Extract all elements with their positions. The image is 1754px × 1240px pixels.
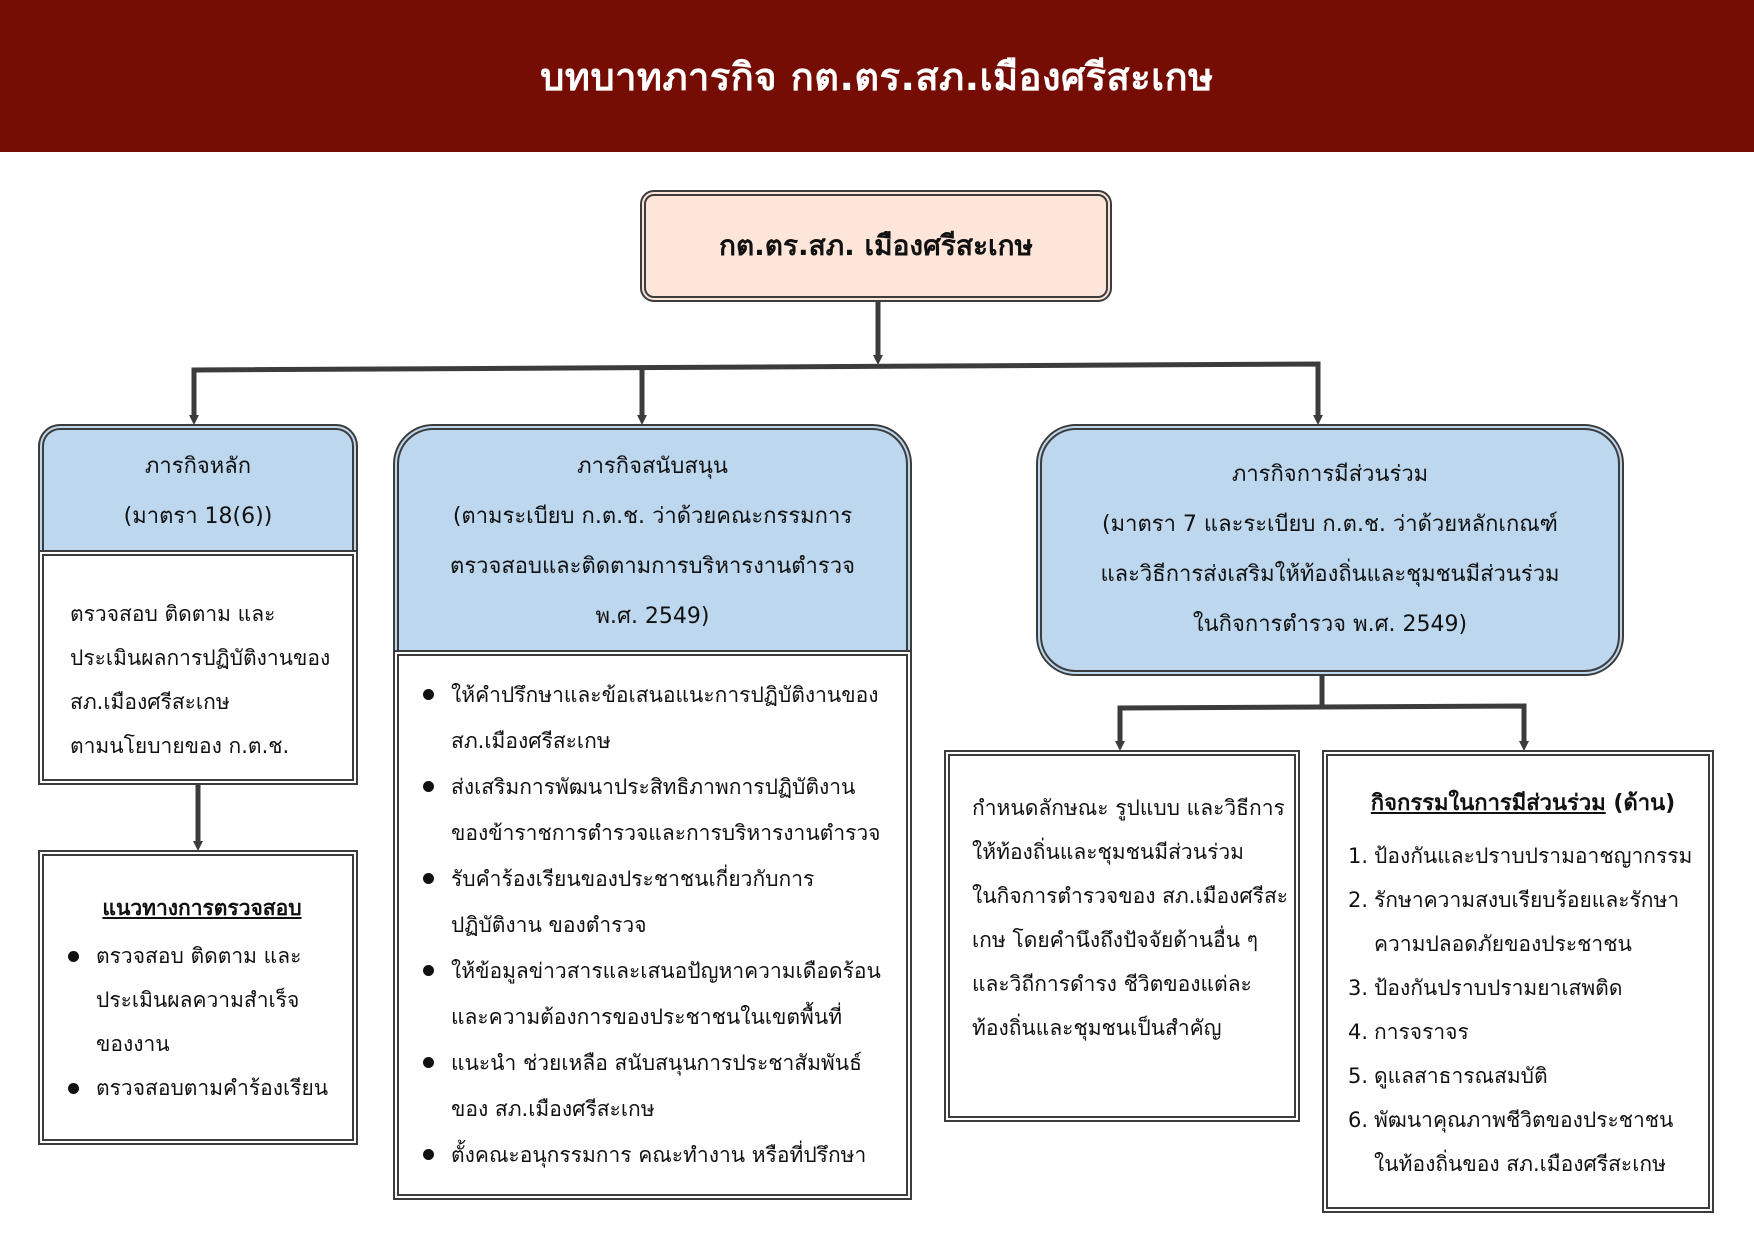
item-line: ความปลอดภัยของประชาชน [1374, 932, 1632, 956]
body-line: สภ.เมืองศรีสะเกษ [70, 690, 230, 714]
heading-line: ในกิจการตำรวจ พ.ศ. 2549) [1192, 612, 1468, 637]
list-item [62, 934, 342, 1066]
support-mission-body [393, 650, 912, 1200]
activities-title-suffix: (ด้าน) [1605, 791, 1676, 816]
main-mission-body [38, 550, 358, 785]
item-line: สภ.เมืองศรีสะเกษ [451, 729, 611, 753]
body-line: ท้องถิ่นและชุมชนเป็นสำคัญ [972, 1016, 1222, 1040]
item-line: ให้ข้อมูลข่าวสารและเสนอปัญหาความเดือดร้อน [451, 959, 881, 983]
item-line: ให้คำปรึกษาและข้อเสนอแนะการปฏิบัติงานของ [451, 683, 879, 707]
body-line: ประเมินผลการปฏิบัติงานของ [70, 646, 331, 670]
item-line: รักษาความสงบเรียบร้อยและรักษา [1374, 888, 1680, 912]
list-item [417, 856, 894, 948]
heading-line: ภารกิจการมีส่วนร่วม [1231, 462, 1429, 487]
item-line: ของข้าราชการตำรวจและการบริหารงานตำรวจ [451, 821, 881, 845]
item-line: ป้องกันและปราบปรามอาชญากรรม [1374, 844, 1693, 868]
body-line: กำหนดลักษณะ รูปแบบ และวิธีการ [972, 796, 1285, 820]
body-line: ตรวจสอบ ติดตาม และ [70, 602, 276, 626]
item-line: ของงาน [96, 1032, 170, 1056]
activities-title-text: กิจกรรมในการมีส่วนร่วม [1370, 791, 1606, 816]
item-line: รับคำร้องเรียนของประชาชนเกี่ยวกับการ [451, 867, 815, 891]
list-item [417, 764, 894, 856]
item-number: 3. [1348, 976, 1369, 1000]
list-item [1348, 878, 1698, 966]
item-line: ตรวจสอบ ติดตาม และ [96, 944, 302, 968]
item-number: 2. [1348, 888, 1369, 912]
heading-line: พ.ศ. 2549) [595, 604, 710, 629]
main-mission-heading [38, 424, 358, 554]
item-line: ตรวจสอบตามคำร้องเรียน [96, 1076, 329, 1100]
participation-branch [1120, 706, 1524, 746]
heading-line: และวิธีการส่งเสริมให้ท้องถิ่นและชุมชนมีส่วนร่วม [1100, 562, 1560, 587]
root-node [640, 190, 1112, 302]
item-line: การจราจร [1374, 1020, 1469, 1044]
item-line: ปฏิบัติงาน ของตำรวจ [451, 913, 647, 937]
list-item [1348, 1054, 1698, 1098]
list-item [417, 672, 894, 764]
body-line: ในกิจการตำรวจของ สภ.เมืองศรีสะ [972, 884, 1289, 908]
participation-mission-heading [1036, 424, 1624, 676]
list-item [417, 1040, 894, 1132]
item-line: ป้องกันปราบปรามยาเสพติด [1374, 976, 1623, 1000]
item-number: 1. [1348, 844, 1369, 868]
item-line: ของ สภ.เมืองศรีสะเกษ [451, 1097, 655, 1121]
heading-line: (มาตรา 7 และระเบียบ ก.ต.ช. ว่าด้วยหลักเกณฑ์ [1102, 512, 1558, 537]
list-item [1348, 966, 1698, 1010]
support-mission-heading [393, 424, 912, 654]
body-line: ตามนโยบายของ ก.ต.ช. [70, 734, 290, 758]
guidelines-title: แนวทางการตรวจสอบ [102, 896, 302, 920]
list-item [417, 1132, 894, 1178]
body-line: และวิถีการดำรง ชีวิตของแต่ละ [972, 972, 1252, 996]
heading-line: ตรวจสอบและติดตามการบริหารงานตำรวจ [450, 554, 855, 579]
branch-line [194, 364, 1318, 420]
heading-line: (ตามระเบียบ ก.ต.ช. ว่าด้วยคณะกรรมการ [452, 504, 853, 529]
item-line: ในท้องถิ่นของ สภ.เมืองศรีสะเกษ [1374, 1152, 1666, 1176]
body-line: เกษ โดยคำนึงถึงปัจจัยด้านอื่น ๆ [972, 928, 1259, 952]
heading-line: ภารกิจสนับสนุน [577, 454, 728, 479]
item-number: 6. [1348, 1108, 1369, 1132]
body-line: ให้ท้องถิ่นและชุมชนมีส่วนร่วม [972, 840, 1244, 864]
item-line: และความต้องการของประชาชนในเขตพื้นที่ [451, 1005, 843, 1029]
participation-activities [1322, 750, 1714, 1213]
list-item [417, 948, 894, 1040]
item-line: ประเมินผลความสำเร็จ [96, 988, 300, 1012]
list-item [1348, 1098, 1698, 1186]
inspection-guidelines-box [38, 850, 358, 1145]
item-line: ตั้งคณะอนุกรรมการ คณะทำงาน หรือที่ปรึกษา [451, 1143, 867, 1167]
list-item [1348, 1010, 1698, 1054]
item-line: แนะนำ ช่วยเหลือ สนับสนุนการประชาสัมพันธ์ [451, 1051, 862, 1075]
item-number: 4. [1348, 1020, 1369, 1044]
item-line: พัฒนาคุณภาพชีวิตของประชาชน [1374, 1108, 1674, 1132]
item-line: ดูแลสาธารณสมบัติ [1374, 1064, 1548, 1088]
item-line: ส่งเสริมการพัฒนาประสิทธิภาพการปฏิบัติงาน [451, 775, 856, 799]
activities-title [1348, 782, 1698, 826]
list-item [1348, 834, 1698, 878]
list-item [62, 1066, 342, 1110]
heading-line: ภารกิจหลัก [144, 454, 252, 479]
page-title: บทบาทภารกิจ กต.ตร.สภ.เมืองศรีสะเกษ [540, 54, 1214, 99]
participation-description [944, 750, 1300, 1122]
item-number: 5. [1348, 1064, 1369, 1088]
heading-line: (มาตรา 18(6)) [123, 504, 273, 529]
root-label: กต.ตร.สภ. เมืองศรีสะเกษ [718, 229, 1033, 262]
